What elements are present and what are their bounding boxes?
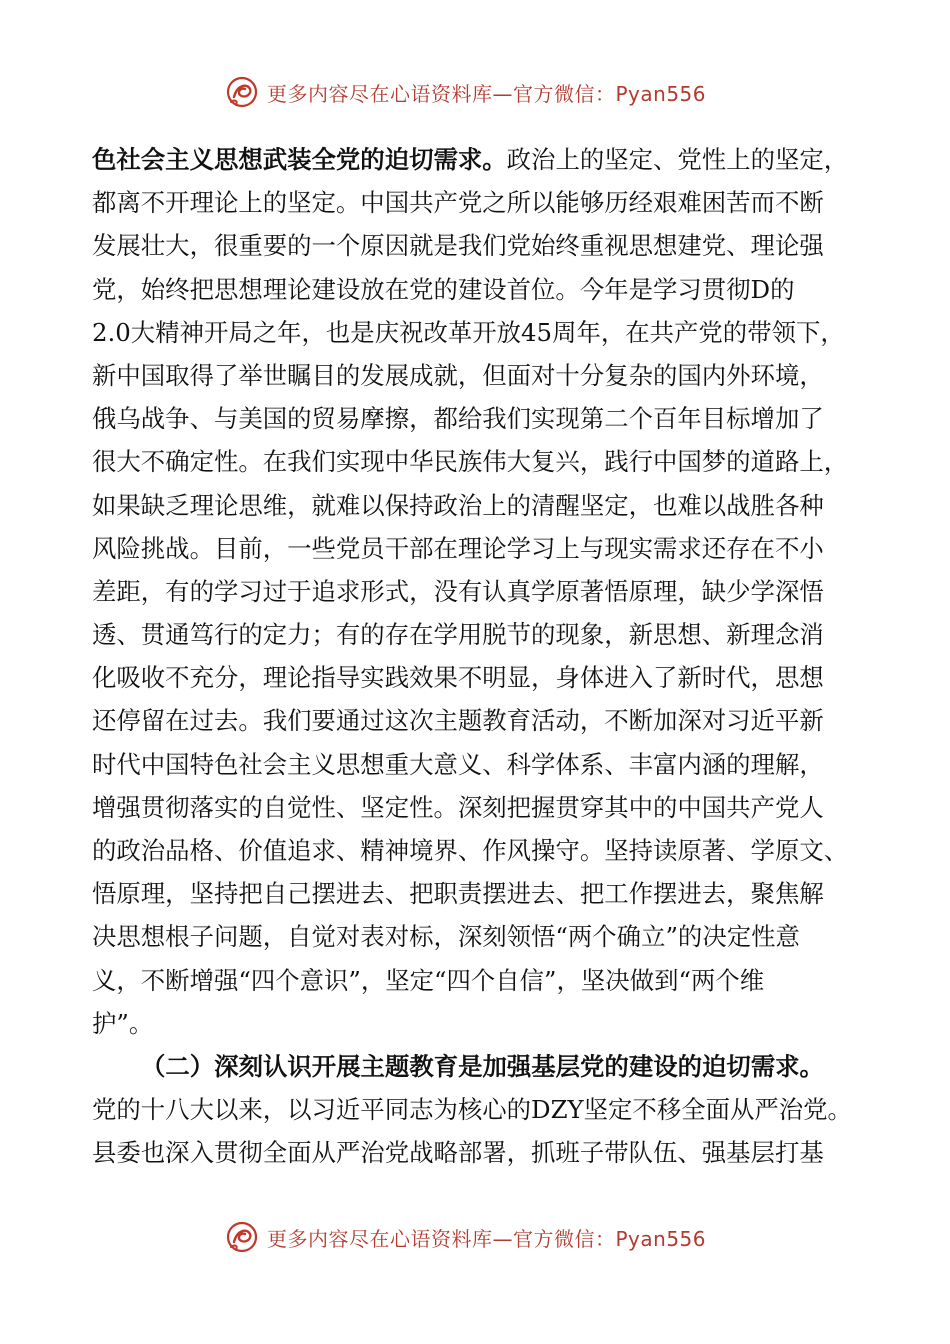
document-body xyxy=(92,138,882,1175)
text-line xyxy=(92,354,882,397)
text-run: 化吸收不充分，理论指导实践效果不明显，身体进入了新时代，思想 xyxy=(92,663,824,693)
paragraph xyxy=(92,138,882,1045)
footer-watermark-banner xyxy=(225,1217,706,1257)
text-run: （二）深刻认识开展主题教育是加强基层党的建设的迫切需求。 xyxy=(141,1051,824,1081)
text-line xyxy=(92,656,882,699)
text-line xyxy=(92,613,882,656)
text-line xyxy=(92,484,882,527)
text-run: 时代中国特色社会主义思想重大意义、科学体系、丰富内涵的理解， xyxy=(92,749,824,779)
red-swirl-logo-icon xyxy=(225,1220,259,1254)
header-watermark-text: 更多内容尽在心语资料库—官方微信：Pyan556 xyxy=(267,81,707,106)
text-run: 增强贯彻落实的自觉性、坚定性。深刻把握贯穿其中的中国共产党人 xyxy=(92,792,824,822)
text-line xyxy=(92,1002,882,1045)
header-watermark-banner xyxy=(225,72,706,112)
text-line xyxy=(92,699,882,742)
text-line xyxy=(92,440,882,483)
text-run: 护”。 xyxy=(92,1008,154,1038)
text-run: 新中国取得了举世瞩目的发展成就，但面对十分复杂的国内外环境， xyxy=(92,360,824,390)
text-run: 发展壮大，很重要的一个原因就是我们党始终重视思想建党、理论强 xyxy=(92,231,824,261)
text-run: 差距，有的学习过于追求形式，没有认真学原著悟原理，缺少学深悟 xyxy=(92,576,824,606)
text-run: 的政治品格、价值追求、精神境界、作风操守。坚持读原著、学原文、 xyxy=(92,836,849,865)
text-run: 很大不确定性。在我们实现中华民族伟大复兴，践行中国梦的道路上， xyxy=(92,447,849,477)
text-line xyxy=(92,743,882,786)
footer-watermark-text: 更多内容尽在心语资料库—官方微信：Pyan556 xyxy=(267,1226,707,1251)
red-swirl-logo-icon xyxy=(225,75,259,109)
text-line xyxy=(92,224,882,267)
text-run: 2.0大精神开局之年，也是庆祝改革开放45周年，在共产党的带领下， xyxy=(92,317,845,347)
text-run: 党，始终把思想理论建设放在党的建设首位。今年是学习贯彻D的 xyxy=(92,274,795,304)
text-run: 党的十八大以来，以习近平同志为核心的DZY坚定不移全面从严治党。 xyxy=(92,1095,852,1125)
text-run: 俄乌战争、与美国的贸易摩擦，都给我们实现第二个百年目标增加了 xyxy=(92,404,824,434)
text-line xyxy=(92,915,882,958)
text-run: 透、贯通笃行的定力；有的存在学用脱节的现象，新思想、新理念消 xyxy=(92,620,824,650)
text-run: 如果缺乏理论思维，就难以保持政治上的清醒坚定，也难以战胜各种 xyxy=(92,490,824,520)
section-heading xyxy=(92,1045,882,1088)
text-run: 政治上的坚定、党性上的坚定， xyxy=(506,145,849,174)
text-run: 还停留在过去。我们要通过这次主题教育活动，不断加深对习近平新 xyxy=(92,706,824,736)
text-line xyxy=(92,138,882,181)
text-run: 义，不断增强“四个意识”，坚定“四个自信”，坚决做到“两个维 xyxy=(92,965,765,995)
text-line xyxy=(92,181,882,224)
text-line xyxy=(92,786,882,829)
text-line xyxy=(92,959,882,1002)
text-line xyxy=(92,397,882,440)
text-run: 县委也深入贯彻全面从严治党战略部署，抓班子带队伍、强基层打基 xyxy=(92,1138,824,1168)
text-line xyxy=(92,311,882,354)
text-line xyxy=(92,527,882,570)
text-run: 都离不开理论上的坚定。中国共产党之所以能够历经艰难困苦而不断 xyxy=(92,188,824,218)
text-run: 色社会主义思想武装全党的迫切需求。 xyxy=(92,145,507,174)
text-line xyxy=(92,1088,882,1131)
text-run: 悟原理，坚持把自己摆进去、把职责摆进去、把工作摆进去，聚焦解 xyxy=(92,879,824,909)
text-line xyxy=(92,872,882,915)
text-run: 决思想根子问题，自觉对表对标，深刻领悟“两个确立”的决定性意 xyxy=(92,922,800,952)
text-line xyxy=(92,829,882,872)
text-line xyxy=(92,268,882,311)
text-line xyxy=(92,1131,882,1174)
paragraph xyxy=(92,1045,882,1175)
text-line xyxy=(92,570,882,613)
text-run: 风险挑战。目前，一些党员干部在理论学习上与现实需求还存在不小 xyxy=(92,533,824,563)
